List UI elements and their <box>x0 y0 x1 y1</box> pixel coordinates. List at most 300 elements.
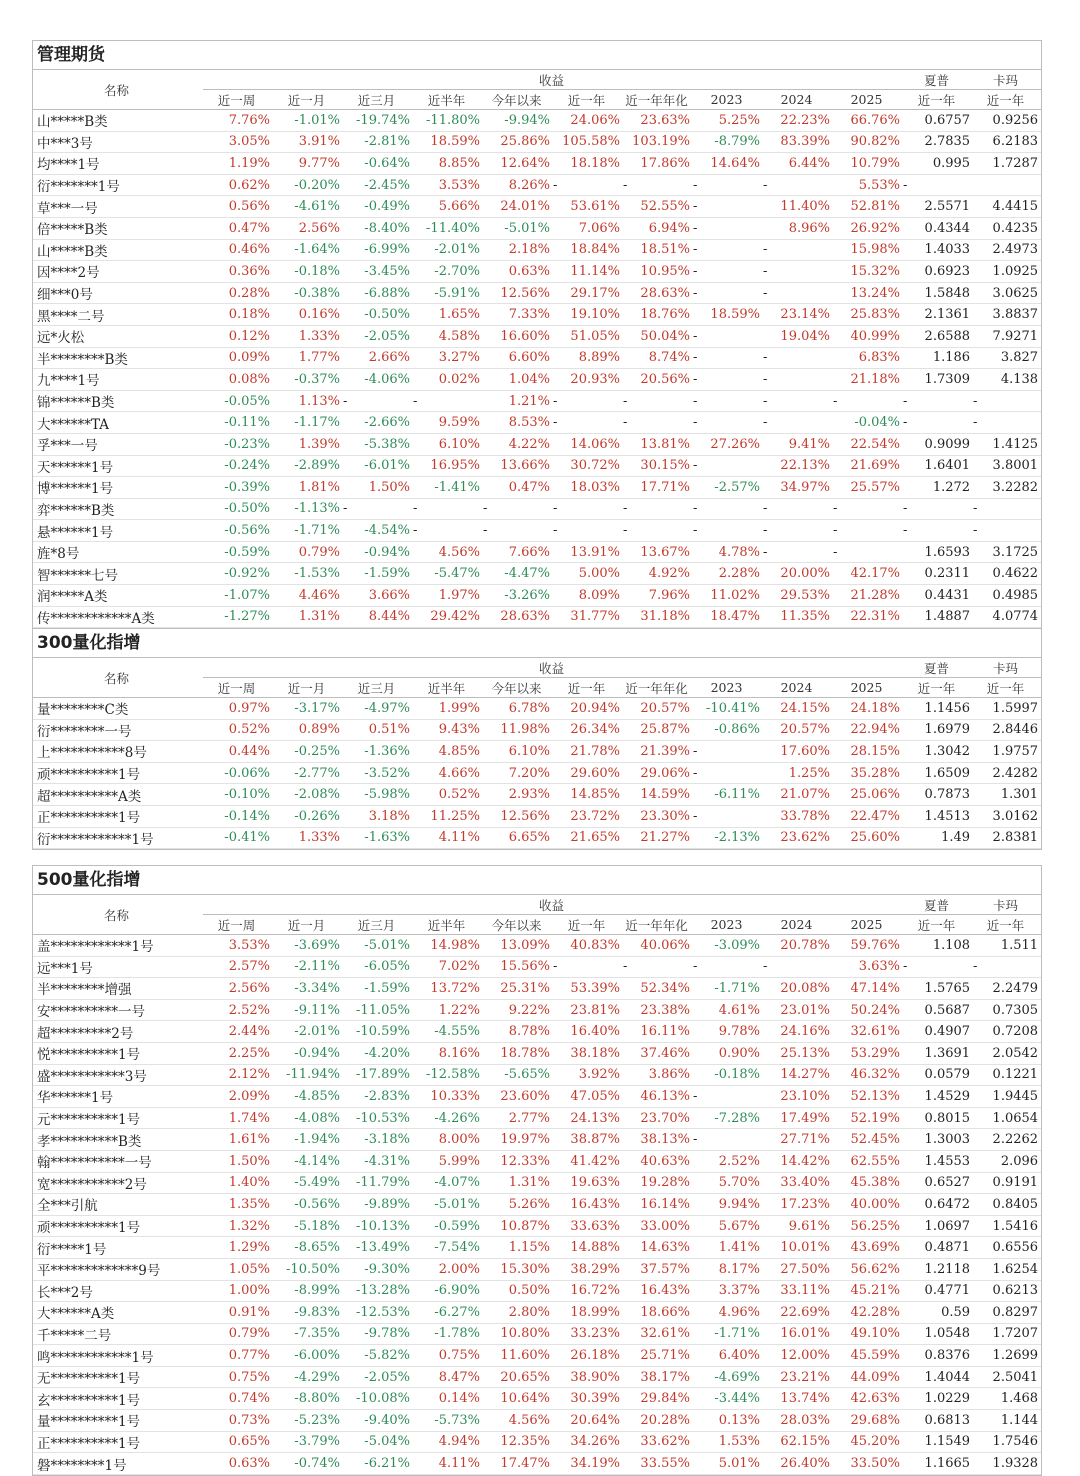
metric-cell: -1.64% <box>273 239 343 261</box>
metric-cell: 21.18% <box>833 369 903 391</box>
fund-name: 安**********一号 <box>33 999 203 1021</box>
column-header: 近一年年化 <box>623 915 693 935</box>
metric-cell: 38.18% <box>553 1042 623 1064</box>
metric-cell: 7.66% <box>483 541 553 563</box>
metric-cell: 26.18% <box>553 1345 623 1367</box>
metric-cell: 1.65% <box>413 304 483 326</box>
metric-cell: 27.26% <box>693 433 763 455</box>
metric-cell: 23.30% <box>623 805 693 827</box>
metric-cell: 6.10% <box>413 433 483 455</box>
metric-cell: 0.46% <box>203 239 273 261</box>
table-row <box>33 585 1041 607</box>
metric-cell: - <box>693 498 763 520</box>
metric-cell: 0.8297 <box>973 1302 1041 1324</box>
table-row <box>33 369 1041 391</box>
metric-cell: 25.83% <box>833 304 903 326</box>
metric-cell: - <box>763 239 833 261</box>
metric-cell: 66.76% <box>833 110 903 132</box>
column-header: 近一年 <box>973 915 1041 935</box>
metric-cell: -12.58% <box>413 1064 483 1086</box>
metric-cell: -1.53% <box>273 563 343 585</box>
section-title: 500量化指增 <box>33 866 1041 895</box>
metric-cell: 40.00% <box>833 1194 903 1216</box>
metric-cell: 25.87% <box>623 719 693 741</box>
metric-cell: 13.74% <box>763 1388 833 1410</box>
metric-cell: 3.37% <box>693 1280 763 1302</box>
metric-cell: 38.90% <box>553 1366 623 1388</box>
metric-cell: 20.57% <box>763 719 833 741</box>
metric-cell: 20.93% <box>553 369 623 391</box>
metric-cell: 15.98% <box>833 239 903 261</box>
metric-cell: -10.53% <box>343 1107 413 1129</box>
metric-cell: 0.6923 <box>903 261 973 283</box>
fund-name: 磐********1号 <box>33 1453 203 1475</box>
metric-cell: -17.89% <box>343 1064 413 1086</box>
metric-cell: 12.64% <box>483 153 553 175</box>
metric-cell: 44.09% <box>833 1366 903 1388</box>
metric-cell: 8.17% <box>693 1258 763 1280</box>
metric-cell: - <box>693 174 763 196</box>
metric-cell: 62.55% <box>833 1150 903 1172</box>
metric-cell: 0.7208 <box>973 1021 1041 1043</box>
metric-cell: - <box>833 498 903 520</box>
column-header: 近一年 <box>553 915 623 935</box>
metric-cell: 1.53% <box>693 1431 763 1453</box>
fund-table <box>33 895 1041 1475</box>
metric-cell: 1.31% <box>483 1172 553 1194</box>
metric-cell: 13.72% <box>413 978 483 1000</box>
metric-cell: 17.86% <box>623 153 693 175</box>
metric-cell: 18.76% <box>623 304 693 326</box>
metric-cell: -7.54% <box>413 1237 483 1259</box>
metric-cell: 2.57% <box>203 956 273 978</box>
metric-cell: 32.61% <box>833 1021 903 1043</box>
metric-cell: 6.10% <box>483 741 553 763</box>
metric-cell: 0.79% <box>273 541 343 563</box>
metric-cell: 2.1361 <box>903 304 973 326</box>
table-row <box>33 805 1041 827</box>
metric-cell: 5.70% <box>693 1172 763 1194</box>
metric-cell: 0.9099 <box>903 433 973 455</box>
metric-cell: 0.4431 <box>903 585 973 607</box>
metric-cell <box>973 174 1041 196</box>
metric-cell: 105.58% <box>553 131 623 153</box>
metric-cell: 0.995 <box>903 153 973 175</box>
metric-cell: - <box>413 498 483 520</box>
metric-cell: 2.4282 <box>973 762 1041 784</box>
metric-cell: -5.82% <box>343 1345 413 1367</box>
metric-cell: 1.50% <box>203 1150 273 1172</box>
metric-cell: 23.81% <box>553 999 623 1021</box>
fund-name: 悦**********1号 <box>33 1042 203 1064</box>
metric-cell: 13.24% <box>833 282 903 304</box>
fund-name: 天******1号 <box>33 455 203 477</box>
table-row <box>33 1237 1041 1259</box>
metric-cell: 13.91% <box>553 541 623 563</box>
fund-name: 盖************1号 <box>33 935 203 957</box>
metric-cell: 9.78% <box>693 1021 763 1043</box>
metric-cell: 22.94% <box>833 719 903 741</box>
metric-cell: 1.511 <box>973 935 1041 957</box>
table-row <box>33 261 1041 283</box>
metric-cell: 8.53% <box>483 412 553 434</box>
metric-cell: 4.94% <box>413 1431 483 1453</box>
table-row <box>33 1215 1041 1237</box>
metric-cell: 3.8001 <box>973 455 1041 477</box>
column-header: 近一月 <box>273 915 343 935</box>
metric-cell: -4.29% <box>273 1366 343 1388</box>
table-row <box>33 1453 1041 1475</box>
metric-cell: - <box>693 805 763 827</box>
metric-cell: 40.99% <box>833 325 903 347</box>
table-row <box>33 719 1041 741</box>
column-header: 近一周 <box>203 678 273 698</box>
metric-cell: -3.18% <box>343 1129 413 1151</box>
metric-cell: 0.4344 <box>903 217 973 239</box>
metric-cell: 17.23% <box>763 1194 833 1216</box>
metric-cell: 26.40% <box>763 1453 833 1475</box>
metric-cell: 0.75% <box>203 1366 273 1388</box>
metric-cell: 0.9191 <box>973 1172 1041 1194</box>
metric-cell: 1.97% <box>413 585 483 607</box>
fund-name: 盛***********3号 <box>33 1064 203 1086</box>
table-row <box>33 784 1041 806</box>
fund-name: 平*************9号 <box>33 1258 203 1280</box>
metric-cell: 8.96% <box>763 217 833 239</box>
metric-cell: 18.03% <box>553 477 623 499</box>
metric-cell: - <box>903 956 973 978</box>
metric-cell: -10.41% <box>693 698 763 720</box>
fund-name: 因****2号 <box>33 261 203 283</box>
metric-cell: -8.80% <box>273 1388 343 1410</box>
fund-name: 翰***********一号 <box>33 1150 203 1172</box>
metric-cell: -4.85% <box>273 1086 343 1108</box>
metric-cell: 1.1456 <box>903 698 973 720</box>
metric-cell: -6.00% <box>273 1345 343 1367</box>
metric-cell: -6.05% <box>343 956 413 978</box>
fund-name: 山*****B类 <box>33 110 203 132</box>
table-row <box>33 956 1041 978</box>
metric-cell: 0.44% <box>203 741 273 763</box>
metric-cell: -0.94% <box>343 541 413 563</box>
metric-cell: 2.09% <box>203 1086 273 1108</box>
metric-cell: -5.01% <box>483 217 553 239</box>
metric-cell: 14.59% <box>623 784 693 806</box>
table-row <box>33 1431 1041 1453</box>
metric-cell: 3.8837 <box>973 304 1041 326</box>
metric-cell: 3.86% <box>623 1064 693 1086</box>
metric-cell: 19.10% <box>553 304 623 326</box>
metric-cell: 25.60% <box>833 827 903 849</box>
metric-cell: - <box>693 196 763 218</box>
metric-cell: -2.11% <box>273 956 343 978</box>
metric-cell: 38.13% <box>623 1129 693 1151</box>
metric-cell: 21.65% <box>553 827 623 849</box>
metric-cell: 21.69% <box>833 455 903 477</box>
metric-cell: -6.27% <box>413 1302 483 1324</box>
table-row <box>33 520 1041 542</box>
metric-cell: 33.62% <box>623 1431 693 1453</box>
metric-cell: 4.92% <box>623 563 693 585</box>
table-row <box>33 1107 1041 1129</box>
metric-cell: 90.82% <box>833 131 903 153</box>
metric-cell: 3.27% <box>413 347 483 369</box>
metric-cell: -0.50% <box>203 498 273 520</box>
metric-cell: -2.45% <box>343 174 413 196</box>
metric-cell: 7.33% <box>483 304 553 326</box>
metric-cell: 1.04% <box>483 369 553 391</box>
metric-cell: -10.50% <box>273 1258 343 1280</box>
fund-name: 旌*8号 <box>33 541 203 563</box>
metric-cell: - <box>763 956 833 978</box>
metric-cell: 0.59 <box>903 1302 973 1324</box>
metric-cell: 0.4985 <box>973 585 1041 607</box>
metric-cell: -4.47% <box>483 563 553 585</box>
metric-cell: 10.33% <box>413 1086 483 1108</box>
metric-cell: 0.89% <box>273 719 343 741</box>
metric-cell: 0.14% <box>413 1388 483 1410</box>
metric-cell: 19.97% <box>483 1129 553 1151</box>
metric-cell: -0.74% <box>273 1453 343 1475</box>
table-row <box>33 1345 1041 1367</box>
metric-cell: -0.94% <box>273 1042 343 1064</box>
metric-cell: 4.11% <box>413 1453 483 1475</box>
metric-cell: -0.05% <box>203 390 273 412</box>
column-header: 2025 <box>833 678 903 698</box>
metric-cell: - <box>833 520 903 542</box>
fund-name: 孝**********B类 <box>33 1129 203 1151</box>
metric-cell: -8.40% <box>343 217 413 239</box>
metric-cell: 1.6593 <box>903 541 973 563</box>
metric-cell: 7.20% <box>483 762 553 784</box>
group-header-return: 收益 <box>203 70 903 90</box>
metric-cell: - <box>693 261 763 283</box>
metric-cell: 14.06% <box>553 433 623 455</box>
table-row <box>33 304 1041 326</box>
metric-cell: 30.39% <box>553 1388 623 1410</box>
metric-cell: 4.56% <box>483 1410 553 1432</box>
column-header: 近一周 <box>203 90 273 110</box>
metric-cell: 0.18% <box>203 304 273 326</box>
metric-cell: - <box>973 956 1041 978</box>
metric-cell: 16.60% <box>483 325 553 347</box>
metric-cell: -0.59% <box>203 541 273 563</box>
metric-cell: - <box>693 741 763 763</box>
fund-name: 弈******B类 <box>33 498 203 520</box>
table-row <box>33 239 1041 261</box>
metric-cell: 32.61% <box>623 1323 693 1345</box>
metric-cell: 1.7207 <box>973 1323 1041 1345</box>
metric-cell: 4.85% <box>413 741 483 763</box>
fund-name: 千*****二号 <box>33 1323 203 1345</box>
metric-cell: 24.01% <box>483 196 553 218</box>
metric-cell: 2.7835 <box>903 131 973 153</box>
metric-cell: 18.66% <box>623 1302 693 1324</box>
metric-cell: -10.08% <box>343 1388 413 1410</box>
metric-cell: 0.7873 <box>903 784 973 806</box>
metric-cell: - <box>693 347 763 369</box>
column-header: 近一年 <box>973 90 1041 110</box>
metric-cell: 45.59% <box>833 1345 903 1367</box>
metric-cell: 37.57% <box>623 1258 693 1280</box>
column-header: 近一月 <box>273 678 343 698</box>
metric-cell: 8.89% <box>553 347 623 369</box>
metric-cell: - <box>483 498 553 520</box>
metric-cell: - <box>903 390 973 412</box>
column-header: 今年以来 <box>483 678 553 698</box>
metric-cell: 40.63% <box>623 1150 693 1172</box>
metric-cell: 2.77% <box>483 1107 553 1129</box>
column-header: 近半年 <box>413 678 483 698</box>
metric-cell: - <box>343 498 413 520</box>
metric-cell: 16.95% <box>413 455 483 477</box>
metric-cell: -11.80% <box>413 110 483 132</box>
column-header: 近一周 <box>203 915 273 935</box>
metric-cell: - <box>903 412 973 434</box>
metric-cell: 8.74% <box>623 347 693 369</box>
metric-cell: 1.7287 <box>973 153 1041 175</box>
metric-cell: -4.55% <box>413 1021 483 1043</box>
metric-cell: 0.91% <box>203 1302 273 1324</box>
metric-cell: 25.13% <box>763 1042 833 1064</box>
fund-name: 无**********1号 <box>33 1366 203 1388</box>
fund-name: 远*火松 <box>33 325 203 347</box>
metric-cell: -0.41% <box>203 827 273 849</box>
metric-cell: 12.56% <box>483 805 553 827</box>
fund-name: 孚***一号 <box>33 433 203 455</box>
metric-cell: 11.35% <box>763 606 833 628</box>
metric-cell: -0.38% <box>273 282 343 304</box>
metric-cell: -4.08% <box>273 1107 343 1129</box>
metric-cell: -2.08% <box>273 784 343 806</box>
metric-cell: - <box>553 956 623 978</box>
metric-cell: - <box>623 956 693 978</box>
metric-cell: - <box>553 174 623 196</box>
metric-cell: 18.51% <box>623 239 693 261</box>
table-row <box>33 1172 1041 1194</box>
fund-name: 锦******B类 <box>33 390 203 412</box>
fund-name: 大******TA <box>33 412 203 434</box>
metric-cell: 0.6813 <box>903 1410 973 1432</box>
metric-cell: -3.26% <box>483 585 553 607</box>
metric-cell: 29.17% <box>553 282 623 304</box>
table-row <box>33 1258 1041 1280</box>
column-header: 2024 <box>763 678 833 698</box>
metric-cell: - <box>693 520 763 542</box>
metric-cell: -9.94% <box>483 110 553 132</box>
metric-cell: -3.45% <box>343 261 413 283</box>
metric-cell: 22.54% <box>833 433 903 455</box>
metric-cell: 7.06% <box>553 217 623 239</box>
metric-cell: 20.94% <box>553 698 623 720</box>
metric-cell: 1.49 <box>903 827 973 849</box>
metric-cell: 52.81% <box>833 196 903 218</box>
metric-cell: 16.40% <box>553 1021 623 1043</box>
metric-cell: 1.2118 <box>903 1258 973 1280</box>
metric-cell: 7.9271 <box>973 325 1041 347</box>
table-row <box>33 1323 1041 1345</box>
metric-cell: - <box>763 369 833 391</box>
metric-cell: 2.2262 <box>973 1129 1041 1151</box>
fund-name: 中***3号 <box>33 131 203 153</box>
metric-cell: 27.71% <box>763 1129 833 1151</box>
metric-cell: 1.0229 <box>903 1388 973 1410</box>
metric-cell: 1.31% <box>273 606 343 628</box>
metric-cell: 18.99% <box>553 1302 623 1324</box>
metric-cell: 34.19% <box>553 1453 623 1475</box>
metric-cell: 3.18% <box>343 805 413 827</box>
metric-cell: -0.49% <box>343 196 413 218</box>
metric-cell: 2.25% <box>203 1042 273 1064</box>
metric-cell: -0.18% <box>273 261 343 283</box>
metric-cell: 2.93% <box>483 784 553 806</box>
metric-cell: -5.73% <box>413 1410 483 1432</box>
metric-cell: 22.31% <box>833 606 903 628</box>
metric-cell: 42.63% <box>833 1388 903 1410</box>
fund-name: 悬******1号 <box>33 520 203 542</box>
column-header: 2024 <box>763 90 833 110</box>
metric-cell: 12.56% <box>483 282 553 304</box>
metric-cell: 3.1725 <box>973 541 1041 563</box>
metric-cell: -0.18% <box>693 1064 763 1086</box>
metric-cell: 8.47% <box>413 1366 483 1388</box>
table-row <box>33 217 1041 239</box>
metric-cell: 16.11% <box>623 1021 693 1043</box>
metric-cell: 23.72% <box>553 805 623 827</box>
metric-cell: 1.32% <box>203 1215 273 1237</box>
column-header: 2024 <box>763 915 833 935</box>
metric-cell: 0.6213 <box>973 1280 1041 1302</box>
metric-cell: 7.02% <box>413 956 483 978</box>
metric-cell: 12.35% <box>483 1431 553 1453</box>
metric-cell: 28.63% <box>623 282 693 304</box>
metric-cell: 34.97% <box>763 477 833 499</box>
table-row <box>33 433 1041 455</box>
metric-cell: 1.0548 <box>903 1323 973 1345</box>
metric-cell: 47.14% <box>833 978 903 1000</box>
metric-cell: 26.34% <box>553 719 623 741</box>
metric-cell: 25.57% <box>833 477 903 499</box>
metric-cell: 1.7309 <box>903 369 973 391</box>
metric-cell: 1.6401 <box>903 455 973 477</box>
metric-cell: -1.71% <box>693 1323 763 1345</box>
metric-cell: 3.0625 <box>973 282 1041 304</box>
metric-cell: 9.77% <box>273 153 343 175</box>
metric-cell: -2.57% <box>693 477 763 499</box>
group-header-sharpe: 夏普 <box>903 895 973 915</box>
metric-cell: -1.94% <box>273 1129 343 1151</box>
metric-cell: -8.99% <box>273 1280 343 1302</box>
metric-cell: 2.52% <box>203 999 273 1021</box>
fund-name: 远***1号 <box>33 956 203 978</box>
metric-cell: 20.00% <box>763 563 833 585</box>
column-header: 近一年 <box>903 90 973 110</box>
metric-cell: 18.59% <box>693 304 763 326</box>
metric-cell: 0.63% <box>203 1453 273 1475</box>
metric-cell: 0.63% <box>483 261 553 283</box>
metric-cell: -6.11% <box>693 784 763 806</box>
metric-cell: 9.43% <box>413 719 483 741</box>
table-row <box>33 498 1041 520</box>
metric-cell: - <box>693 282 763 304</box>
metric-cell: 43.69% <box>833 1237 903 1259</box>
metric-cell: 14.85% <box>553 784 623 806</box>
section-title: 300量化指增 <box>33 629 1041 658</box>
metric-cell: 53.29% <box>833 1042 903 1064</box>
metric-cell: 7.76% <box>203 110 273 132</box>
metric-cell: 4.61% <box>693 999 763 1021</box>
metric-cell: -1.27% <box>203 606 273 628</box>
